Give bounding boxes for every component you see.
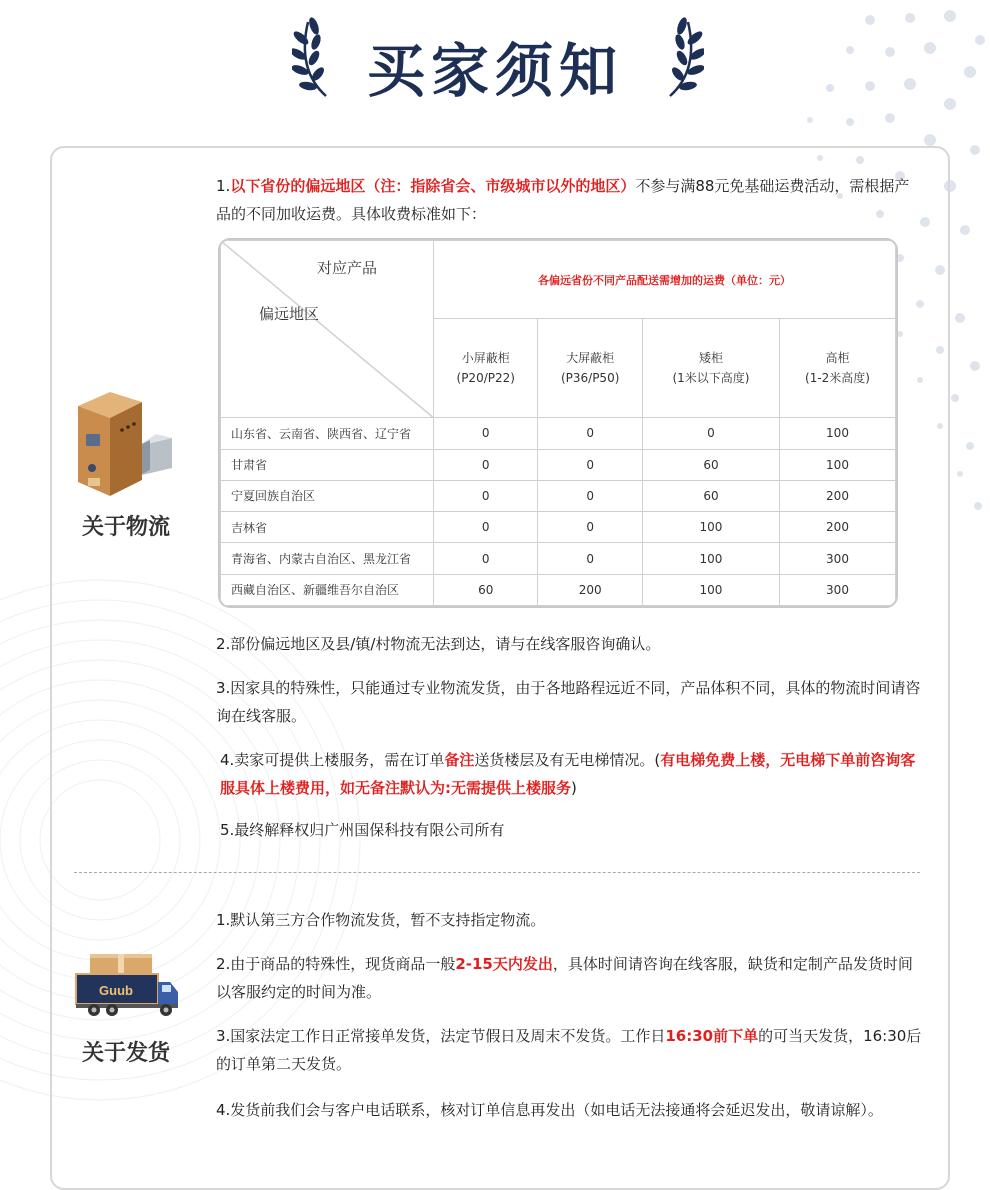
column-name: 大屏蔽柜 bbox=[566, 351, 615, 366]
fee-cell: 0 bbox=[434, 480, 538, 511]
table-corner-header bbox=[221, 241, 434, 418]
logistics-item-1 bbox=[216, 172, 922, 228]
column-subtitle: (P20/P22) bbox=[456, 371, 515, 386]
region-cell: 青海省、内蒙古自治区、黑龙江省 bbox=[221, 543, 434, 574]
remote-area-note: 以下省份的偏远地区（注：指除省会、市级城市以外的地区） bbox=[230, 177, 636, 195]
dispatch-time-note: 2-15天内发出 bbox=[455, 955, 553, 973]
fee-cell: 0 bbox=[434, 512, 538, 543]
region-cell: 甘肃省 bbox=[221, 449, 434, 480]
logistics-item-2: 2.部份偏远地区及县/镇/村物流无法到达，请与在线客服咨询确认。 bbox=[216, 635, 661, 653]
region-cell: 宁夏回族自治区 bbox=[221, 480, 434, 511]
column-name: 小屏蔽柜 bbox=[461, 351, 510, 366]
fee-cell: 0 bbox=[538, 543, 642, 574]
region-cell: 吉林省 bbox=[221, 512, 434, 543]
shipping-fee-table bbox=[218, 238, 898, 608]
fee-cell: 200 bbox=[780, 480, 896, 511]
table-row bbox=[221, 543, 896, 574]
table-row bbox=[221, 418, 896, 449]
cardboard-box-icon bbox=[74, 390, 178, 500]
region-cell: 山东省、云南省、陕西省、辽宁省 bbox=[221, 418, 434, 449]
item-4-text-b: 送货楼层及有无电梯情况。( bbox=[474, 751, 661, 769]
laurel-right-icon bbox=[660, 16, 704, 100]
delivery-truck-icon bbox=[72, 954, 182, 1018]
page-header bbox=[0, 0, 990, 120]
fee-cell: 100 bbox=[642, 543, 779, 574]
fee-cell: 60 bbox=[434, 574, 538, 605]
fee-cell: 0 bbox=[538, 418, 642, 449]
shipping-item-2 bbox=[216, 950, 922, 1006]
shipping-item-2-a: 2.由于商品的特殊性，现货商品一般 bbox=[216, 955, 456, 973]
page-title: 买家须知 bbox=[366, 37, 623, 105]
shipping-item-1: 1.默认第三方合作物流发货，暂不支持指定物流。 bbox=[216, 911, 546, 929]
fee-cell: 60 bbox=[642, 480, 779, 511]
table-row bbox=[221, 512, 896, 543]
table-group-header: 各偏远省份不同产品配送需增加的运费（单位：元） bbox=[434, 241, 896, 319]
shipping-item-2-b: ，具体时间请咨询在线客服，缺货和定制产品发货时间以客服约定的时间为准。 bbox=[216, 955, 913, 1001]
fee-cell: 0 bbox=[538, 480, 642, 511]
item-1-text: 不参与满88元免基础运费活动，需根据产品的不同加收运费。具体收费标准如下： bbox=[216, 177, 910, 223]
fee-cell: 0 bbox=[434, 543, 538, 574]
shipping-section-label: 关于发货 bbox=[81, 1041, 170, 1066]
fee-cell: 200 bbox=[780, 512, 896, 543]
fee-cell: 0 bbox=[538, 449, 642, 480]
shipping-item-3 bbox=[216, 1022, 922, 1078]
table-row bbox=[221, 574, 896, 605]
logistics-section-label: 关于物流 bbox=[81, 515, 170, 540]
fee-cell: 100 bbox=[780, 418, 896, 449]
fee-cell: 60 bbox=[642, 449, 779, 480]
fee-cell: 0 bbox=[434, 449, 538, 480]
item-4-text-c: ) bbox=[571, 779, 577, 797]
region-cell: 西藏自治区、新疆维吾尔自治区 bbox=[221, 574, 434, 605]
shipping-item-3-b: 的可当天发货，16:30后的订单第二天发货。 bbox=[216, 1027, 922, 1073]
truck-logo-text: Guub bbox=[99, 983, 133, 998]
logistics-item-5: 5.最终解释权归广州国保科技有限公司所有 bbox=[220, 821, 505, 839]
corner-label-region: 偏远地区 bbox=[259, 305, 320, 323]
fee-cell: 100 bbox=[780, 449, 896, 480]
fee-cell: 100 bbox=[642, 512, 779, 543]
fee-cell: 0 bbox=[434, 418, 538, 449]
fee-cell: 300 bbox=[780, 574, 896, 605]
table-row bbox=[221, 449, 896, 480]
corner-label-product: 对应产品 bbox=[317, 259, 378, 277]
item-4-text-a: 4.卖家可提供上楼服务，需在订单 bbox=[220, 751, 445, 769]
shipping-item-3-a: 3.国家法定工作日正常接单发货，法定节假日及周末不发货。工作日 bbox=[216, 1027, 666, 1045]
column-header bbox=[642, 319, 779, 418]
column-subtitle: (1-2米高度) bbox=[805, 371, 870, 386]
logistics-item-4 bbox=[220, 746, 922, 802]
logistics-item-3: 3.因家具的特殊性，只能通过专业物流发货，由于各地路程远近不同，产品体积不同，具体的物流时间请咨询在线客服。 bbox=[216, 679, 921, 725]
column-subtitle: (1米以下高度) bbox=[672, 371, 750, 386]
column-subtitle: (P36/P50) bbox=[560, 371, 620, 386]
fee-cell: 0 bbox=[642, 418, 779, 449]
elevator-note: 有电梯免费上楼，无电梯下单前咨询客服具体上楼费用，如无备注默认为:无需提供上楼服务 bbox=[220, 751, 916, 797]
item-4-red-note: 备注 bbox=[444, 751, 475, 769]
fee-cell: 300 bbox=[780, 543, 896, 574]
column-name: 矮柜 bbox=[698, 351, 723, 366]
table-row bbox=[221, 480, 896, 511]
cutoff-time-note: 16:30前下单 bbox=[665, 1027, 759, 1045]
shipping-item-4: 4.发货前我们会与客户电话联系，核对订单信息再发出（如电话无法接通将会延迟发出，敬请谅解）。 bbox=[216, 1101, 883, 1119]
fee-cell: 100 bbox=[642, 574, 779, 605]
column-name: 高柜 bbox=[825, 351, 850, 366]
column-header bbox=[538, 319, 642, 418]
item-number: 1. bbox=[216, 177, 231, 195]
column-header bbox=[780, 319, 896, 418]
fee-cell: 0 bbox=[538, 512, 642, 543]
column-header bbox=[434, 319, 538, 418]
section-divider bbox=[74, 872, 920, 873]
fee-cell: 200 bbox=[538, 574, 642, 605]
